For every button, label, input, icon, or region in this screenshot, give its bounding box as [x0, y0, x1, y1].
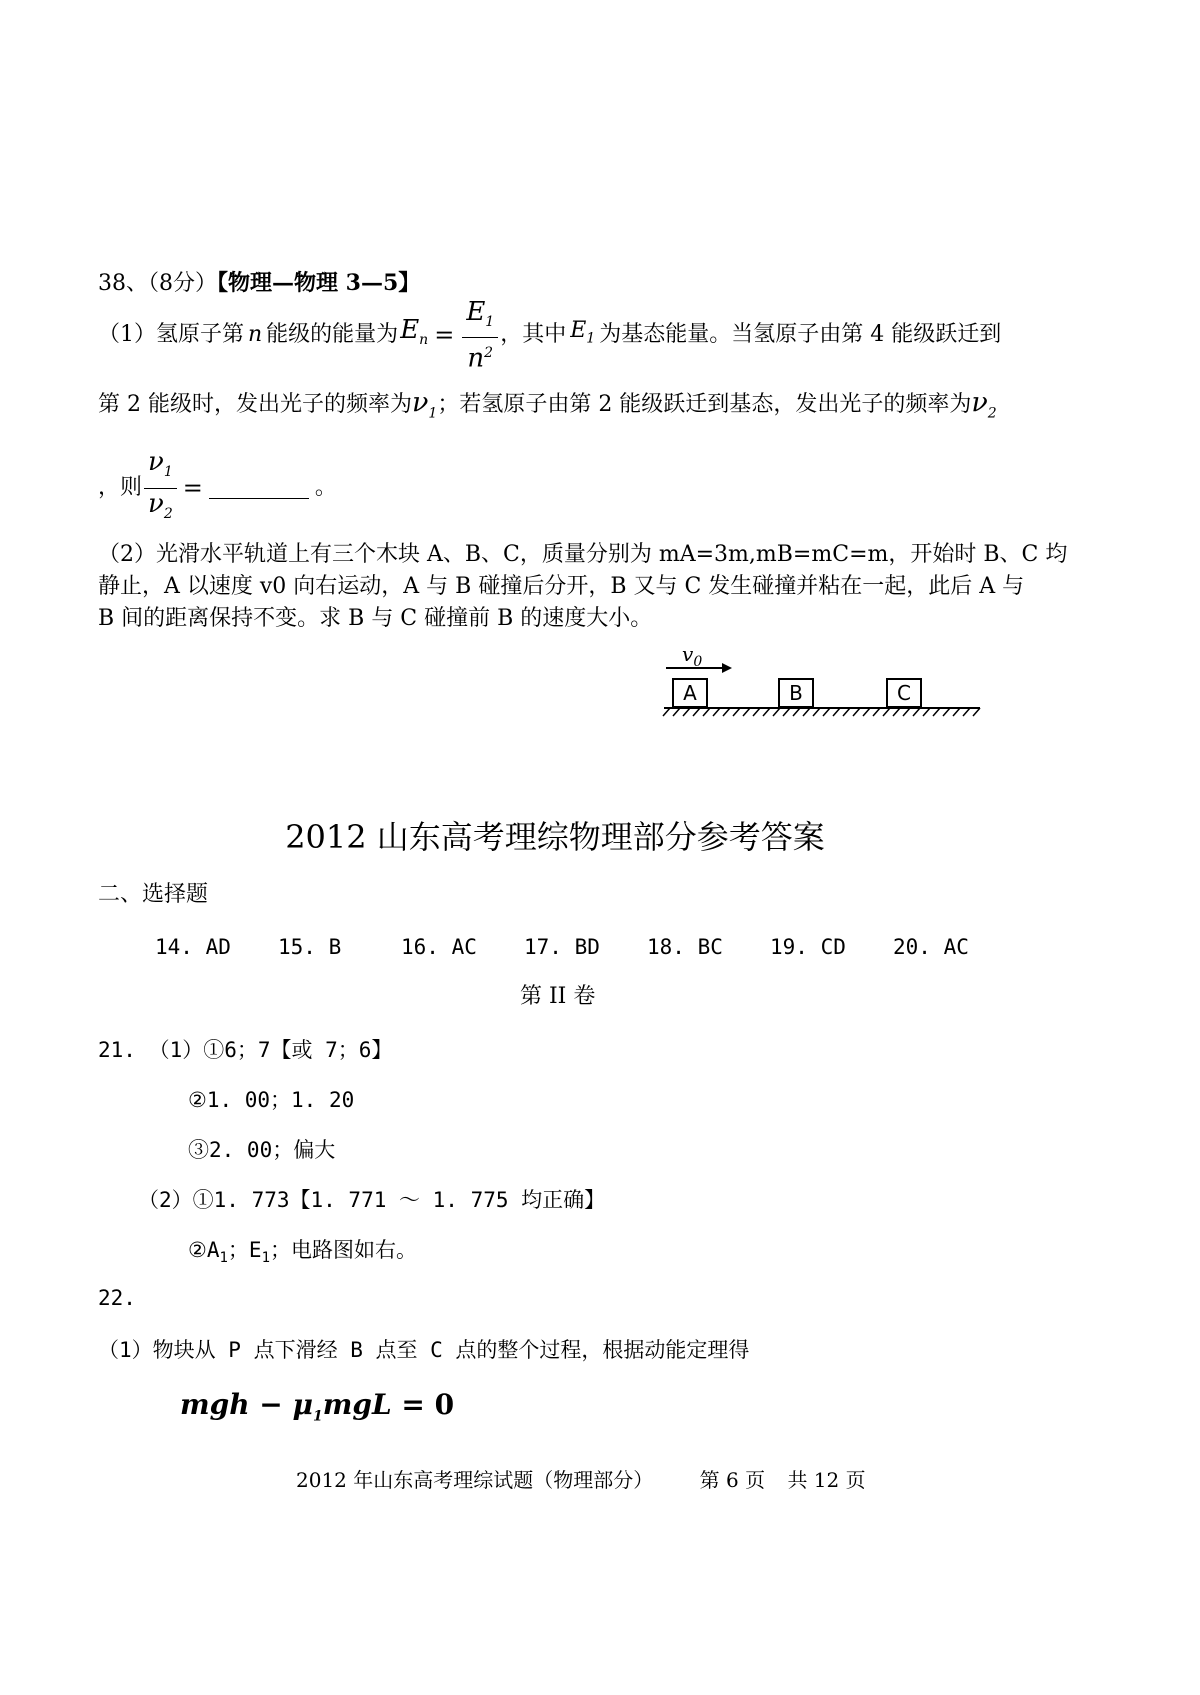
text-segment: （1）氢原子第	[98, 322, 244, 347]
collision-figure	[660, 640, 990, 730]
var-E1: $E_1$	[570, 318, 596, 347]
footer-page: 第 6 页	[699, 1468, 766, 1492]
q38-header	[98, 268, 420, 299]
q21-1-2: ②1. 00；1. 20	[188, 1088, 355, 1112]
text-segment: ，则	[98, 475, 143, 500]
text-segment: 第 2 能级时，发出光子的频率为	[98, 392, 412, 417]
choice-answer: 17. BD	[524, 935, 600, 959]
q38-part1-line3	[98, 448, 337, 528]
choice-answers-row	[155, 932, 1016, 962]
choice-answer: 19. CD	[770, 935, 846, 959]
var-nu2: $\nu_2$	[971, 387, 997, 422]
text-segment: ；若氢原子由第 2 能级跃迁到基态，发出光子的频率为	[437, 392, 972, 417]
text-segment: 。	[314, 475, 337, 500]
q21-1-1: 21. （1）①6；7【或 7；6】	[98, 1038, 393, 1062]
equals-sign: =	[434, 321, 455, 349]
answers-title: 2012 山东高考理综物理部分参考答案	[285, 818, 825, 856]
q22-part1: （1）物块从 P 点下滑经 B 点至 C 点的整个过程，根据动能定理得	[98, 1338, 750, 1362]
q21-2-2: $②A_1$；$E_1$；电路图如右。	[188, 1238, 418, 1267]
track-hatching	[663, 708, 980, 716]
energy-fraction: $\frac{E_1}{n^2}$	[462, 297, 498, 374]
q21-2-1: （2）①1. 773【1. 771 ～ 1. 775 均正确】	[138, 1188, 606, 1212]
footer-total: 共 12 页	[787, 1468, 866, 1492]
q22-formula: mgh − $\mu_1mgL = 0$	[180, 1388, 455, 1425]
q38-number: 38、（8分）	[98, 271, 217, 296]
section-choice-heading: 二、选择题	[98, 882, 209, 907]
choice-answer: 14. AD	[155, 935, 231, 959]
q38-part2-line2: 静止，A 以速度 v0 向右运动，A 与 B 碰撞后分开，B 又与 C 发生碰撞并粘在一起，此后 A 与	[98, 574, 1025, 599]
track-drawing	[660, 640, 990, 730]
q21-1-3: ③2. 00；偏大	[188, 1138, 336, 1162]
text-segment: 能级的能量为	[266, 322, 399, 347]
text-segment: 为基态能量。当氢原子由第 4 能级跃迁到	[599, 322, 1002, 347]
arrowhead-icon	[722, 663, 732, 673]
choice-answer: 15. B	[278, 935, 342, 959]
block-b: B	[778, 678, 814, 708]
equals-sign: =	[182, 474, 203, 502]
var-nu1: $\nu_1$	[411, 387, 438, 422]
choice-answer: 18. BC	[647, 935, 723, 959]
nu-ratio-fraction: $\frac{\nu_1}{\nu_2}$	[144, 447, 177, 528]
volume-ii-heading: 第 II 卷	[520, 984, 596, 1009]
text-segment: ，其中	[500, 322, 567, 347]
var-n: n	[248, 322, 263, 347]
q38-part1-line1	[98, 296, 1002, 374]
q38-part2-line3: B 间的距离保持不变。求 B 与 C 碰撞前 B 的速度大小。	[98, 606, 653, 631]
block-c: C	[886, 678, 922, 708]
answer-blank[interactable]	[209, 478, 309, 499]
footer-title: 2012 年山东高考理综试题（物理部分）	[296, 1468, 654, 1492]
var-En: $E_n$	[400, 314, 429, 349]
velocity-label: $v_0$	[682, 642, 703, 670]
q22-number: 22.	[98, 1286, 136, 1310]
choice-answer: 16. AC	[401, 935, 477, 959]
choice-answer: 20. AC	[893, 935, 969, 959]
q38-tag: 【物理—物理 3—5】	[217, 270, 421, 296]
block-a: A	[672, 678, 708, 708]
page-footer	[296, 1466, 866, 1494]
q38-part1-line2	[98, 388, 997, 428]
q38-part2-line1: （2）光滑水平轨道上有三个木块 A、B、C，质量分别为 mA=3m,mB=mC=m，开始时 B、C 均	[98, 542, 1068, 567]
